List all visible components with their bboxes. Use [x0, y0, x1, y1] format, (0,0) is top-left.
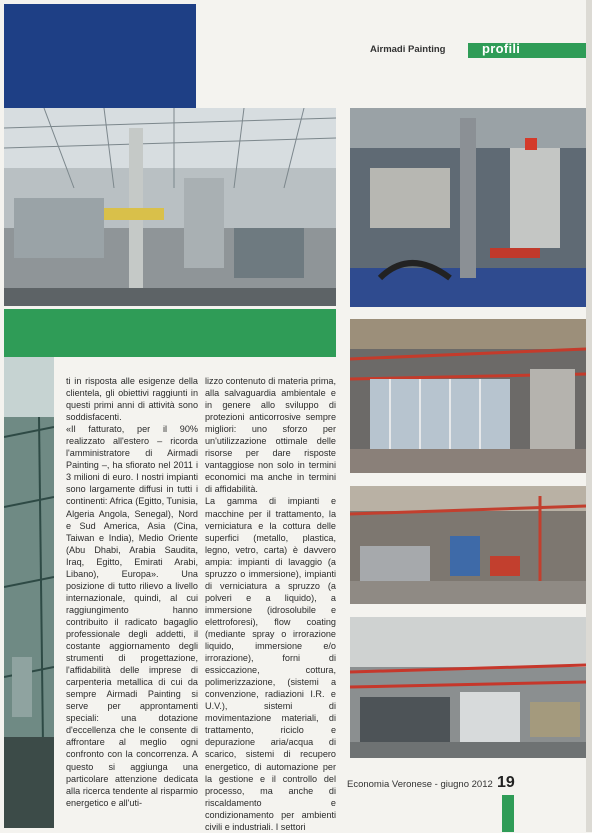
factory-photo-main — [4, 108, 336, 306]
factory-photo-right-1 — [350, 108, 586, 307]
paragraph: lizzo contenuto di materia prima, alla salvaguardia ambientale e in genere allo sviluppo di protezioni anticorrosive sempre migliori: uno sforzo per un'utilizzazione ottimale delle risorse per dare risposte vantaggiose non solo in termini economici ma anche in termini di affidabilità. — [205, 376, 336, 495]
article-column-2 — [205, 375, 336, 833]
page-number: 19 — [497, 774, 515, 791]
paragraph: «Il fatturato, per il 90% realizzato all'estero – ricorda l'amministratore di Airmadi Painting –, ha sfiorato nel 2011 i 3 milioni di euro. I nostri impianti sono largamente diffusi in tutti i continenti: Africa (Egitto, Tunisia, Algeria Angola, Senegal), Nord e Sud America, Asia (Cina, Taiwan e India), Medio Oriente (Abu Dhabi, Arabia Saudita, Iraq, Egitto, Emirati Arabi, Libano), Europa». Una posizione di tutto rilievo a livello internazionale, quindi, al cui raggiungimento hanno contribuito il radicato bagaglio professionale degli addetti, il costante aggiornamento degli strumenti di progettazione, l'affidabilità delle imprese di carpenteria metallica di cui da sempre Airmadi Painting si serve per approntamenti speciali: una dotazione d'eccellenza che le consente di affrontare al meglio ogni confronto con la concorrenza. A questo si aggiunga una particolare attenzione dedicata alla ricerca tendente al risparmio energetico e all'uti- — [66, 424, 198, 808]
footer-green-bar — [502, 795, 514, 832]
footer-publication: Economia Veronese - giugno 2012 — [347, 779, 493, 790]
article-column-1 — [66, 375, 198, 809]
section-label: profili — [482, 41, 521, 56]
page-edge — [586, 0, 592, 832]
header-brand: Airmadi Painting — [370, 44, 446, 55]
header-blue-block — [4, 4, 196, 108]
paragraph: La gamma di impianti e macchine per il trattamento, la verniciatura e la cottura delle superfici (metallo, plastica, legno, vetro, carta) è davvero ampia: impianti di lavaggio (a spruzzo o immersione), impianti di verniciatura a spruzzo (a polveri e a liquido), a immersione (idrosolubile e elettroforesi), flow coating (mediante spray o irrorazione liquido, immersione e/o irrorazione), forni di essiccazione, cottura, polimerizzazione, (sistemi a convenzione, radiazioni I.R. e U.V.), sistemi di movimentazione materiali, di trattamento, riciclo e depurazione aria/acqua di scarico, sistemi di recupero energetico, di automazione per la gestione e il controllo del processo, ma anche di riscaldamento e condizionamento per ambienti civili e industriali. I settori — [205, 496, 336, 832]
factory-photo-right-4 — [350, 617, 586, 758]
paragraph: ti in risposta alle esigenze della clientela, gli obiettivi raggiunti in questi primi anni di attività sono soddisfacenti. — [66, 376, 198, 423]
factory-photo-right-3 — [350, 486, 586, 604]
factory-photo-strip — [4, 357, 54, 828]
factory-photo-right-2 — [350, 319, 586, 473]
green-band — [4, 309, 336, 357]
